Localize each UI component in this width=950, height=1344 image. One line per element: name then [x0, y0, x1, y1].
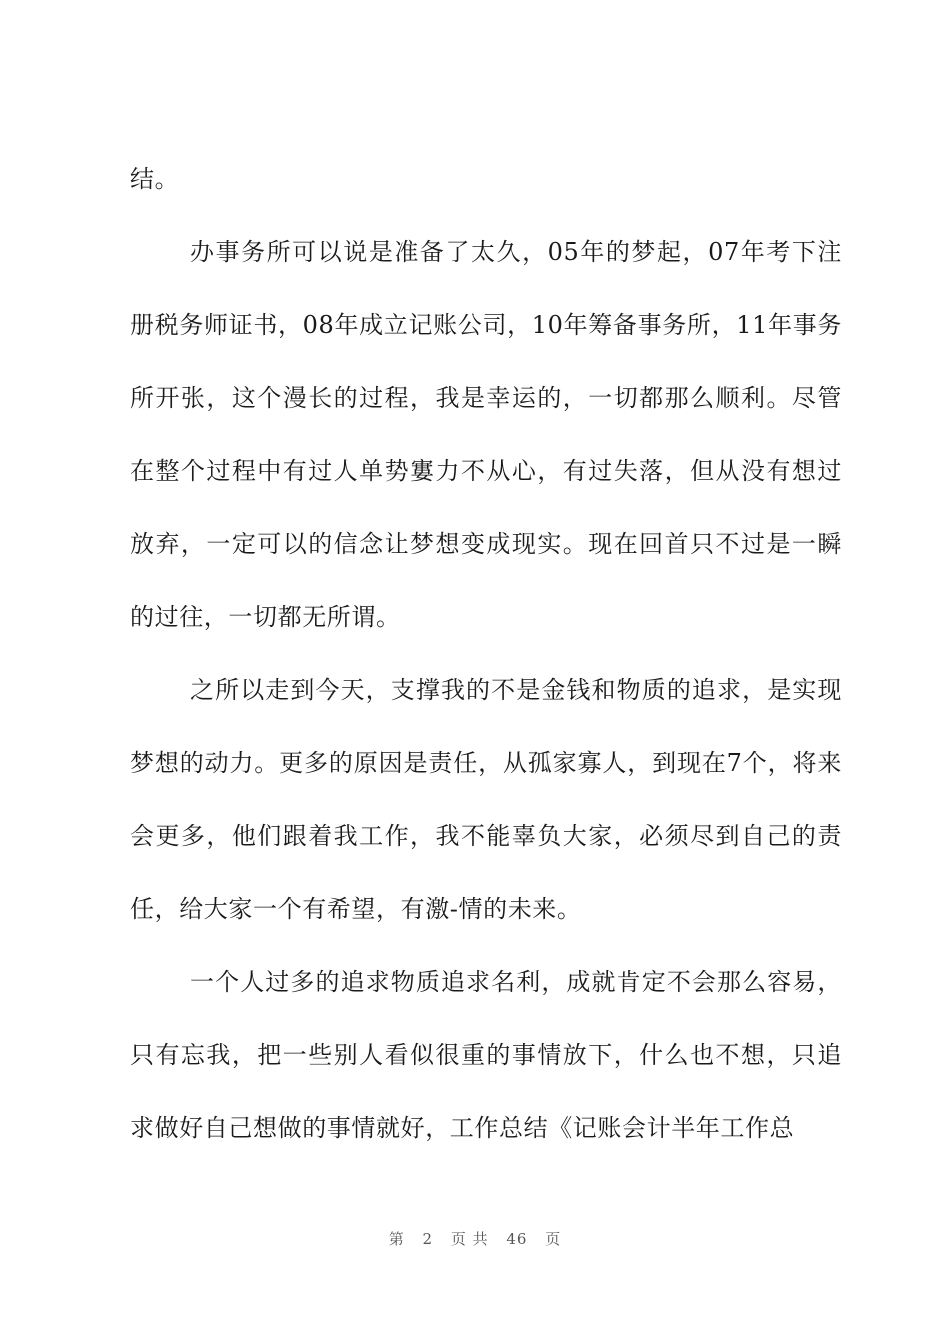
paragraph-1: 结。	[130, 165, 180, 193]
paragraph-2: 办事务所可以说是准备了太久，05年的梦起，07年考下注册税务师证书，08年成立记账公司，10年筹备事务所，11年事务所开张，这个漫长的过程，我是幸运的，一切都那么顺利。尽管在整个过程中有过人单势寠力不从心，有过失落，但从没有想过放弃，一定可以的信念让梦想变成现实。现在回首只不过是一瞬的过往，一切都无所谓。	[130, 238, 842, 631]
footer-total-pages: 46	[506, 1230, 528, 1248]
footer-current-page: 2	[422, 1230, 434, 1248]
footer-prefix: 第	[388, 1230, 405, 1248]
page-footer	[0, 1228, 950, 1249]
footer-middle: 页 共	[450, 1230, 489, 1248]
document-body	[130, 143, 842, 1165]
paragraph-4: 一个人过多的追求物质追求名利，成就肯定不会那么容易，只有忘我，把一些别人看似很重的事情放下，什么也不想，只追求做好自己想做的事情就好，工作总结《记账会计半年工作总	[130, 968, 842, 1142]
footer-suffix: 页	[545, 1230, 562, 1248]
paragraph-3: 之所以走到今天，支撑我的不是金钱和物质的追求，是实现梦想的动力。更多的原因是责任，从孤家寡人，到现在7个，将来会更多，他们跟着我工作，我不能辜负大家，必须尽到自己的责任，给大家一个有希望，有激-情的未来。	[130, 676, 842, 923]
